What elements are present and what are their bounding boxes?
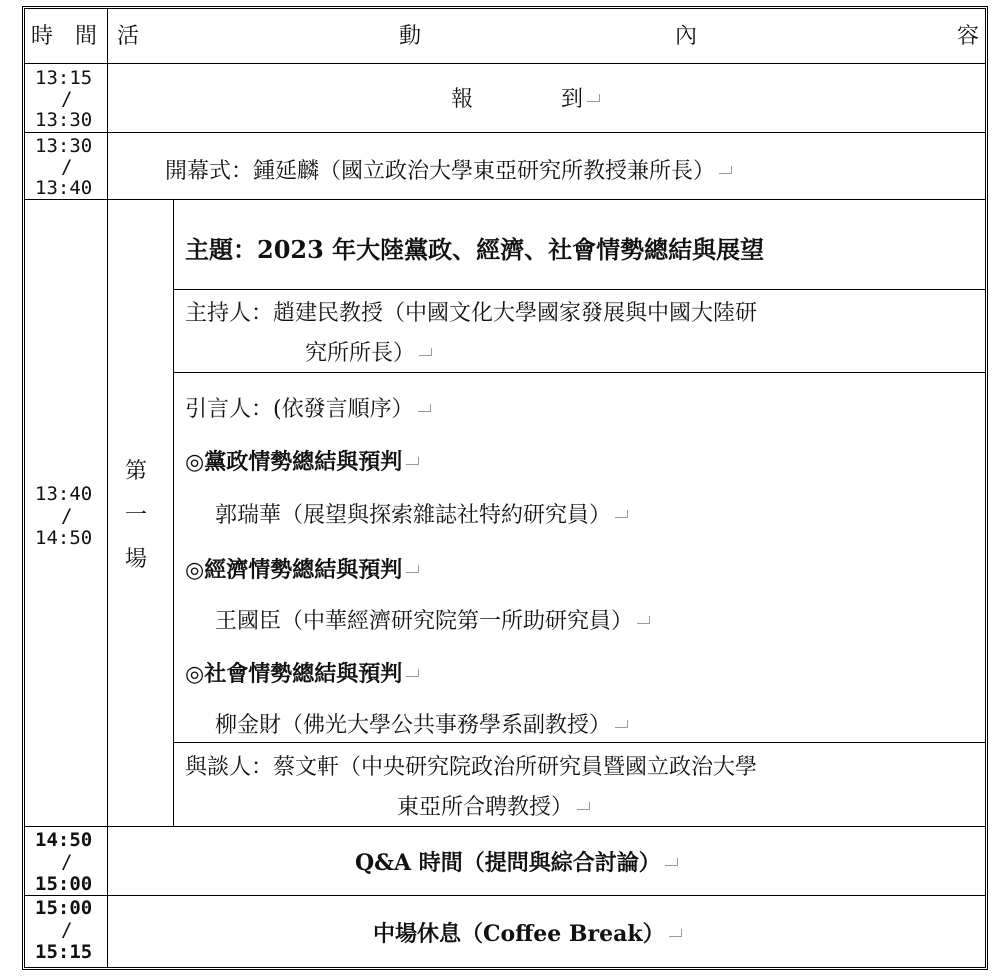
- session-divider: [173, 372, 985, 373]
- agenda-table: [22, 6, 988, 970]
- header-activity-char: 容: [957, 24, 980, 49]
- time-start: 14:50: [35, 829, 93, 851]
- row-divider: [25, 895, 985, 896]
- header-activity-char: 內: [675, 24, 698, 49]
- session-label-char: 第: [125, 459, 148, 484]
- paragraph-mark-icon: [587, 94, 601, 106]
- discussant-line-1: 與談人：蔡文軒（中央研究院政治所研究員暨國立政治大學: [185, 755, 758, 780]
- time-end: 15:15: [35, 941, 93, 963]
- topic-title: ◎社會情勢總結與預判: [185, 663, 420, 685]
- paragraph-mark-icon: [615, 510, 629, 522]
- topic-speaker: 郭瑞華（展望與探索雜誌社特約研究員）: [215, 505, 629, 527]
- paragraph-mark-icon: [637, 616, 651, 628]
- time-end: 14:50: [35, 527, 93, 549]
- time-end: 13:30: [35, 109, 93, 131]
- time-start: 13:30: [35, 135, 93, 157]
- paragraph-mark-icon: [615, 720, 629, 732]
- row-divider: [25, 826, 985, 827]
- topic-speaker: 王國臣（中華經濟研究院第一所助研究員）: [215, 611, 651, 633]
- time-start: 13:40: [35, 483, 93, 505]
- header-activity-char: 動: [399, 24, 422, 49]
- header-time: 時 間: [31, 24, 98, 49]
- qa-session-text: Q&A 時間（提問與綜合討論）: [355, 852, 679, 874]
- header-divider: [25, 63, 985, 64]
- session-label-char: 一: [125, 503, 148, 528]
- time-separator: /: [61, 505, 73, 527]
- opening-ceremony-text: 開幕式：鍾延麟（國立政治大學東亞研究所教授兼所長）: [165, 161, 733, 183]
- session-theme: 主題：2023 年大陸黨政、經濟、社會情勢總結與展望: [185, 235, 765, 264]
- time-separator: /: [61, 919, 73, 941]
- paragraph-mark-icon: [406, 565, 420, 577]
- time-end: 15:00: [35, 873, 93, 895]
- time-separator: /: [61, 88, 73, 110]
- session-divider: [173, 289, 985, 290]
- paragraph-mark-icon: [665, 858, 679, 870]
- session-column-divider: [173, 199, 174, 826]
- paragraph-mark-icon: [406, 457, 420, 469]
- time-start: 15:00: [35, 897, 93, 919]
- discussant-line-2: 東亞所合聘教授）: [397, 797, 591, 819]
- time-separator: /: [61, 156, 73, 178]
- registration-text: 報 到: [451, 89, 601, 111]
- topic-title: ◎黨政情勢總結與預判: [185, 451, 420, 473]
- header-activity-char: 活: [117, 24, 140, 49]
- topic-title: ◎經濟情勢總結與預判: [185, 559, 420, 581]
- paragraph-mark-icon: [406, 669, 420, 681]
- time-end: 13:40: [35, 177, 93, 199]
- row-divider: [25, 132, 985, 133]
- topic-speaker: 柳金財（佛光大學公共事務學系副教授）: [215, 715, 629, 737]
- paragraph-mark-icon: [669, 929, 683, 941]
- paragraph-mark-icon: [418, 404, 432, 416]
- session-divider: [173, 742, 985, 743]
- paragraph-mark-icon: [419, 348, 433, 360]
- paragraph-mark-icon: [719, 166, 733, 178]
- host-line-1: 主持人：趙建民教授（中國文化大學國家發展與中國大陸研: [185, 301, 758, 326]
- host-line-2: 究所所長）: [305, 343, 433, 365]
- coffee-break-text: 中場休息（Coffee Break）: [373, 923, 683, 945]
- speakers-title: 引言人：(依發言順序）: [185, 399, 432, 421]
- time-start: 13:15: [35, 67, 93, 89]
- time-separator: /: [61, 851, 73, 873]
- session-label-char: 場: [125, 547, 148, 572]
- paragraph-mark-icon: [577, 802, 591, 814]
- row-divider: [25, 199, 985, 200]
- time-column-divider: [107, 9, 108, 967]
